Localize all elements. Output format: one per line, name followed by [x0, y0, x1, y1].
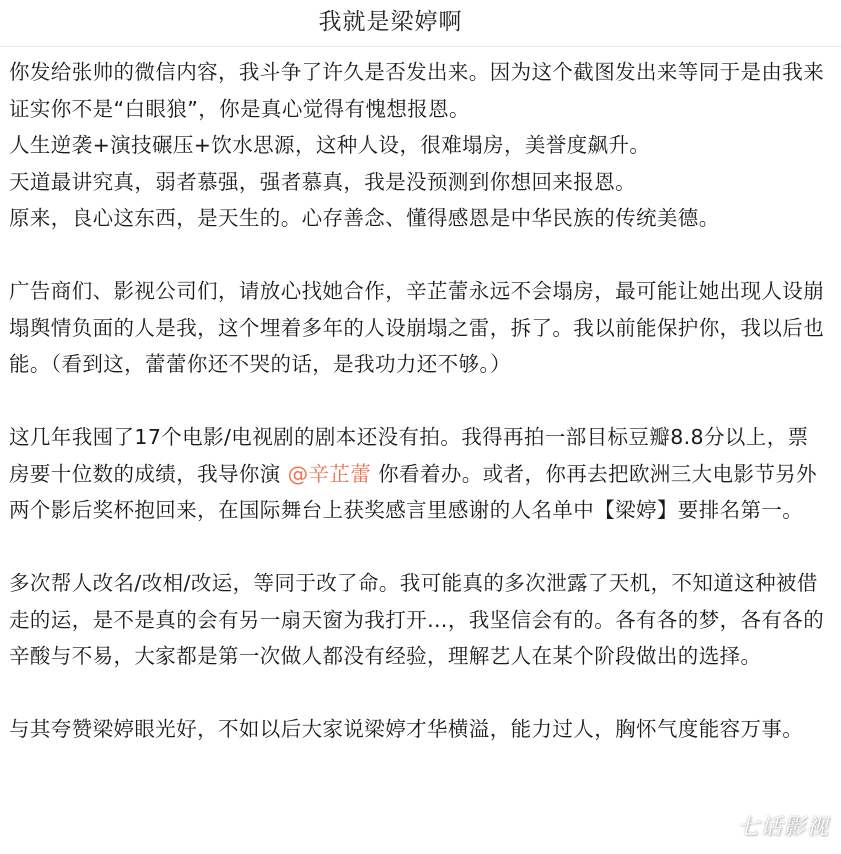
- post-paragraph: 原来，良心这东西，是天生的。心存善念、懂得感恩是中华民族的传统美德。: [9, 206, 720, 230]
- post-paragraph: 广告商们、影视公司们，请放心找她合作，辛芷蕾永远不会塌房，最可能让她出现人设崩塌舆情负面的人是我，这个埋着多年的人设崩塌之雷，拆了。我以前能保护你，我以后也能。（看到这，蕾蕾你还不哭的话，是我功力还不够。）: [9, 279, 825, 376]
- post-paragraph: 与其夸赞梁婷眼光好，不如以后大家说梁婷才华横溢，能力过人，胸怀气度能容万事。: [9, 717, 804, 741]
- paragraph-spacer: [9, 529, 829, 566]
- watermark: 七话影视: [736, 815, 829, 840]
- paragraph-spacer: [9, 237, 829, 274]
- user-mention-link[interactable]: @辛芷蕾: [287, 461, 372, 486]
- post-body: [9, 54, 829, 748]
- paragraph-spacer: [9, 383, 829, 420]
- author-name[interactable]: 我就是梁婷啊: [318, 9, 463, 35]
- paragraph-text: 你看着办。或者，你再去把欧洲三大电影节另外两个影后奖杯抱回来，在国际舞台上获奖感言里感谢的人名单中【梁婷】要排名第一。: [9, 461, 818, 522]
- post-paragraph: [9, 419, 829, 529]
- post-paragraph: 人生逆袭+演技碾压+饮水思源，这种人设，很难塌房，美誉度飙升。: [9, 133, 651, 157]
- post-header: [0, 0, 841, 47]
- post-paragraph: 天道最讲究真，弱者慕强，强者慕真，我是没预测到你想回来报恩。: [9, 169, 636, 194]
- paragraph-spacer: [9, 675, 829, 712]
- post-paragraph: 多次帮人改名/改相/改运，等同于改了命。我可能真的多次泄露了天机，不知道这种被借走的运，是不是真的会有另一扇天窗为我打开…，我坚信会有的。各有各的梦，各有各的辛酸与不易，大家都是第一次做人都没有经验，理解艺人在某个阶段做出的选择。: [9, 571, 825, 668]
- post-paragraph: 你发给张帅的微信内容，我斗争了许久是否发出来。因为这个截图发出来等同于是由我来证实你不是“白眼狼”，你是真心觉得有愧想报恩。: [9, 60, 825, 121]
- paragraph-text: 这几年我囤了17个电影/电视剧的剧本还没有拍。我得再拍一部目标豆瓣8.8分以上，票房要十位数的成绩，我导你演: [9, 425, 809, 486]
